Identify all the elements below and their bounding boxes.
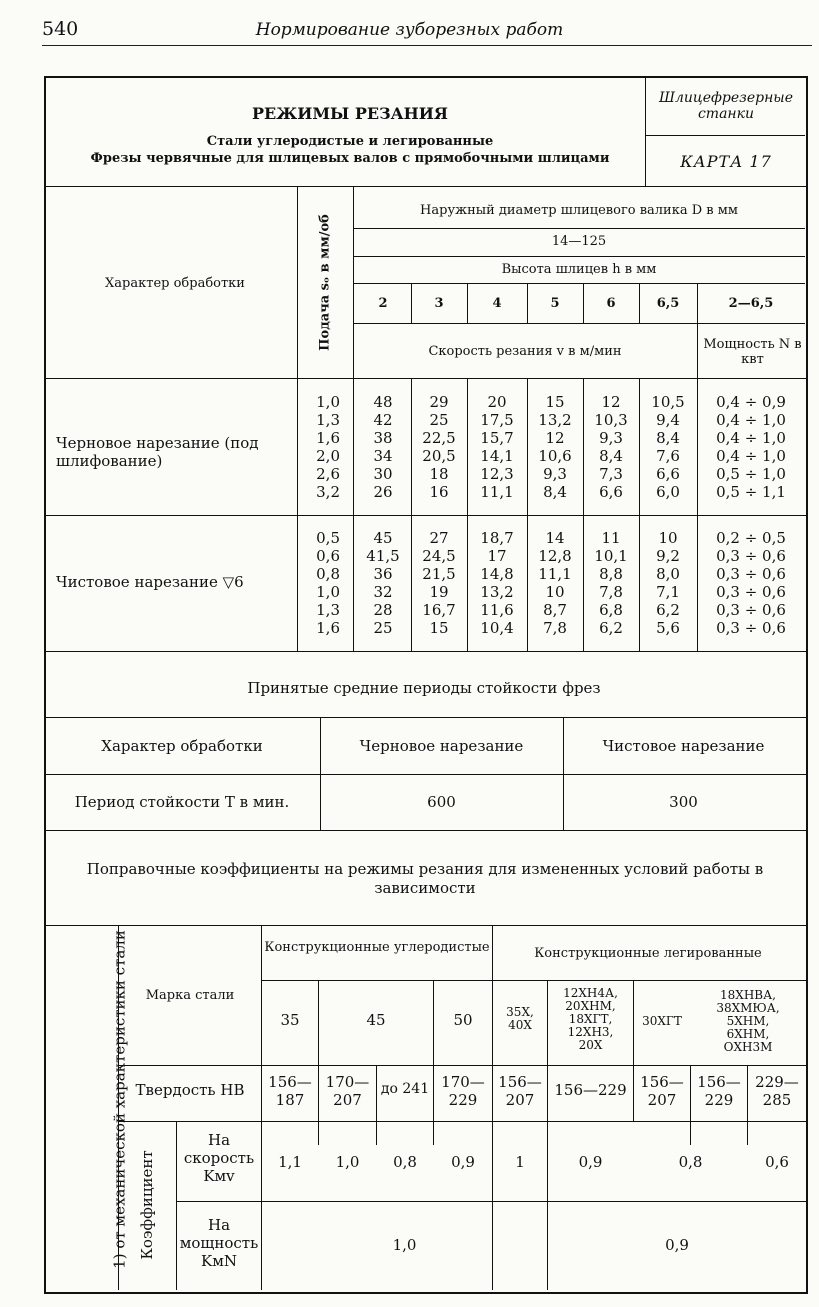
coef-speed-label: На скорость Kмv [183,1131,255,1185]
hardness-18xnva-b: 229— 285 [755,1073,799,1109]
speed-finish-h65: 10 9,2 8,0 7,1 6,2 5,6 [656,529,680,637]
card-subtitle-2: Фрезы червячные для шлицевых валов с прямобочными шлицами [90,151,610,166]
hardness-30xgt: 156— 207 [640,1073,684,1109]
grade-12xn4a-group: 12ХН4А, 20ХНМ, 18ХГТ, 12ХН3, 20Х [563,986,618,1052]
grade-30xgt: 30ХГТ [642,1014,682,1028]
card-subtitle-1: Стали углеродистые и легированные [206,134,494,149]
corrections-heading: Поправочные коэффициенты на режимы резания для измененных условий работы в зависимости [86,860,764,897]
coef-speed-50: 0,9 [451,1153,475,1171]
speed-rough-h4: 20 17,5 15,7 14,1 12,3 11,1 [480,393,514,501]
speed-rough-h5: 15 13,2 12 10,6 9,3 8,4 [538,393,572,501]
grade-50: 50 [453,1011,473,1029]
height-4: 4 [492,296,502,311]
height-5: 5 [550,296,560,311]
speed-finish-h6: 11 10,1 8,8 7,8 6,8 6,2 [594,529,628,637]
tool-life-col-rough: Черновое нарезание [359,737,524,755]
hardness-45a: 170— 207 [325,1073,370,1109]
height-range: 2—6,5 [728,296,774,311]
grade-18xnva-group: 18ХНВА, 38ХМЮА, 5ХНМ, 6ХНМ, ОХН3М [716,988,780,1054]
grade-35: 35 [280,1011,300,1029]
coef-speed-45a: 1,0 [335,1153,360,1171]
header-speed: Скорость резания v в м/мин [428,344,622,359]
hardness-35x: 156— 207 [498,1073,542,1109]
power-finish: 0,2 ÷ 0,5 0,3 ÷ 0,6 0,3 ÷ 0,6 0,3 ÷ 0,6 0,3 ÷ 0,6 0,3 ÷ 0,6 [716,529,786,637]
header-diameter-range: 14—125 [551,234,607,249]
machine-type: Шлицефрезерные станки [659,90,793,122]
speed-rough-h3: 29 25 22,5 20,5 18 16 [422,393,456,501]
speed-rough-h6: 12 10,3 9,3 8,4 7,3 6,6 [594,393,628,501]
speed-finish-h2: 45 41,5 36 32 28 25 [366,529,400,637]
card-number: КАРТА 17 [680,152,772,171]
header-power: Мощность N в квт [703,337,802,367]
hardness-35: 156— 187 [268,1073,312,1109]
speed-finish-h5: 14 12,8 11,1 10 8,7 7,8 [538,529,572,637]
header-rule [42,45,812,46]
grade-45: 45 [366,1011,386,1029]
coef-speed-18xnva-b: 0,6 [765,1153,789,1171]
tool-life-rough-value: 600 [427,793,456,811]
hardness-18xnva-a: 156— 229 [697,1073,741,1109]
page-number: 540 [42,18,79,40]
height-6: 6 [606,296,616,311]
coef-speed-35x: 1 [515,1153,525,1171]
speed-rough-h65: 10,5 9,4 8,4 7,6 6,6 6,0 [651,393,685,501]
card-title: РЕЖИМЫ РЕЗАНИЯ [252,104,448,123]
tool-life-finish-value: 300 [669,793,698,811]
header-diameter: Наружный диаметр шлицевого валика D в мм [420,203,738,218]
mode-rough: Черновое нарезание (под шлифование) [56,434,259,470]
coef-speed-35: 1,1 [278,1153,302,1171]
hardness-50: 170— 229 [441,1073,485,1109]
tool-life-row-label: Период стойкости T в мин. [74,793,290,811]
feeds-finish: 0,5 0,6 0,8 1,0 1,3 1,6 [316,529,340,637]
coef-power-alloy: 0,9 [665,1236,689,1254]
height-3: 3 [434,296,444,311]
speed-finish-h4: 18,7 17 14,8 13,2 11,6 10,4 [480,529,514,637]
speed-finish-h3: 27 24,5 21,5 19 16,7 15 [422,529,456,637]
header-height: Высота шлицев h в мм [501,262,657,277]
steel-grade-label: Марка стали [145,988,235,1003]
group-alloy: Конструкционные легированные [534,946,762,961]
feeds-rough: 1,0 1,3 1,6 2,0 2,6 3,2 [316,393,340,501]
running-title: Нормирование зуборезных работ [255,20,564,40]
height-6-5: 6,5 [656,296,680,311]
coef-speed-45b: 0,8 [393,1153,417,1171]
power-rough: 0,4 ÷ 0,9 0,4 ÷ 1,0 0,4 ÷ 1,0 0,4 ÷ 1,0 0,5 ÷ 1,0 0,5 ÷ 1,1 [716,393,786,501]
tool-life-col-finish: Чистовое нарезание [602,737,765,755]
hardness-45b: до 241 [380,1081,430,1097]
mode-finish: Чистовое нарезание ▽6 [56,573,244,591]
speed-rough-h2: 48 42 38 34 30 26 [373,393,393,501]
hardness-label: Твердость HB [135,1081,245,1099]
coefficient-label: Коэффициент [138,1150,156,1260]
col-header-mode: Характер обработки [105,276,245,291]
title-divider [645,78,646,186]
coef-power-label: На мощность KмN [179,1216,259,1270]
height-2: 2 [378,296,388,311]
coef-power-carbon: 1,0 [392,1236,417,1254]
coef-speed-30xgt-18xnva: 0,8 [678,1153,703,1171]
tool-life-heading: Принятые средние периоды стойкости фрез [247,679,601,697]
grade-35x-40x: 35Х, 40Х [506,1005,534,1032]
tool-life-col-mode: Характер обработки [101,737,263,755]
coef-speed-12xn4a: 0,9 [578,1153,603,1171]
col-header-feed: Подача sₒ в мм/об [317,214,333,351]
group-carbon: Конструкционные углеродистые [264,940,490,955]
hardness-12xn4a: 156—229 [554,1081,627,1099]
corrections-side-label: 1) от механической характеристики стали [110,930,129,1269]
